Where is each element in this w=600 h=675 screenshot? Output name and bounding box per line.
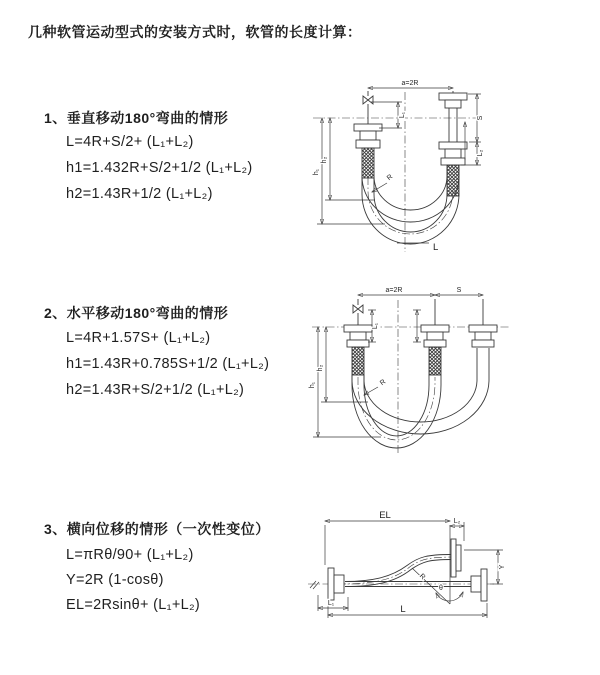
section-3-formula-EL: EL=2Rsinθ+ (L₁+L₂) xyxy=(66,597,201,613)
valve-icon xyxy=(363,96,373,104)
radius-label: R xyxy=(385,173,395,183)
figure-lateral-displacement xyxy=(300,505,600,655)
dim-label-a2r: a=2R xyxy=(401,80,419,87)
section-3-heading: 3、横向位移的情形（一次性变位） xyxy=(44,521,270,537)
page-title: 几种软管运动型式的安装方式时，软管的长度计算： xyxy=(28,24,362,40)
dim-label-l1: L₁ xyxy=(372,322,379,330)
left-fitting xyxy=(344,299,372,375)
dim-label-l2: L₂ xyxy=(477,149,484,157)
dim-label-h1: h₁ xyxy=(313,168,320,176)
section-2-formula-h1: h1=1.43R+0.785S+1/2 (L₁+L₂) xyxy=(66,356,270,372)
hose-u-bend xyxy=(352,348,489,448)
right-fitting xyxy=(439,91,467,196)
dim-label-h1: h₁ xyxy=(309,381,316,389)
left-fitting xyxy=(354,91,382,178)
figure-horizontal-180-bend xyxy=(306,282,578,462)
dim-label-l1: L₁ xyxy=(399,111,406,119)
dim-label-h2: h₂ xyxy=(317,364,324,372)
section-1-formula-h1: h1=1.432R+S/2+1/2 (L₁+L₂) xyxy=(66,160,253,176)
angle-theta-label: θ xyxy=(439,585,443,592)
section-1-formula-L: L=4R+S/2+ (L₁+L₂) xyxy=(66,134,194,150)
section-1-heading: 1、垂直移动180°弯曲的情形 xyxy=(44,110,229,126)
centerline-break-mark xyxy=(310,581,319,589)
left-flange xyxy=(328,568,344,600)
upper-right-flange xyxy=(451,539,461,577)
length-label: L xyxy=(400,604,406,615)
dim-label-y: Y xyxy=(499,564,506,570)
dim-label-s: S xyxy=(456,287,462,294)
hose-u-bend xyxy=(362,168,459,244)
dim-label-l1: L₁ xyxy=(327,600,335,607)
section-3-formula-Y: Y=2R (1-cosθ) xyxy=(66,572,164,588)
lower-right-flange xyxy=(471,569,487,601)
section-2-formula-h2: h2=1.43R+S/2+1/2 (L₁+L₂) xyxy=(66,382,245,398)
figure-vertical-180-bend xyxy=(305,72,577,257)
dim-label-h2: h₂ xyxy=(321,156,328,164)
dim-label-s: S xyxy=(477,115,484,121)
radius-label: R xyxy=(417,572,427,582)
section-2-heading: 2、水平移动180°弯曲的情形 xyxy=(44,305,229,321)
dim-label-l2: L₂ xyxy=(453,518,461,525)
middle-fitting xyxy=(421,299,449,375)
right-fitting xyxy=(469,299,497,347)
dim-label-a2r: a=2R xyxy=(385,287,403,294)
section-2-formula-L: L=4R+1.57S+ (L₁+L₂) xyxy=(66,330,211,346)
section-3-formula-L: L=πRθ/90+ (L₁+L₂) xyxy=(66,547,194,563)
length-label: L xyxy=(433,242,439,253)
valve-icon xyxy=(353,305,363,313)
section-1-formula-h2: h2=1.43R+1/2 (L₁+L₂) xyxy=(66,186,213,202)
radius-label: R xyxy=(379,378,388,388)
dim-label-el: EL xyxy=(379,510,391,521)
